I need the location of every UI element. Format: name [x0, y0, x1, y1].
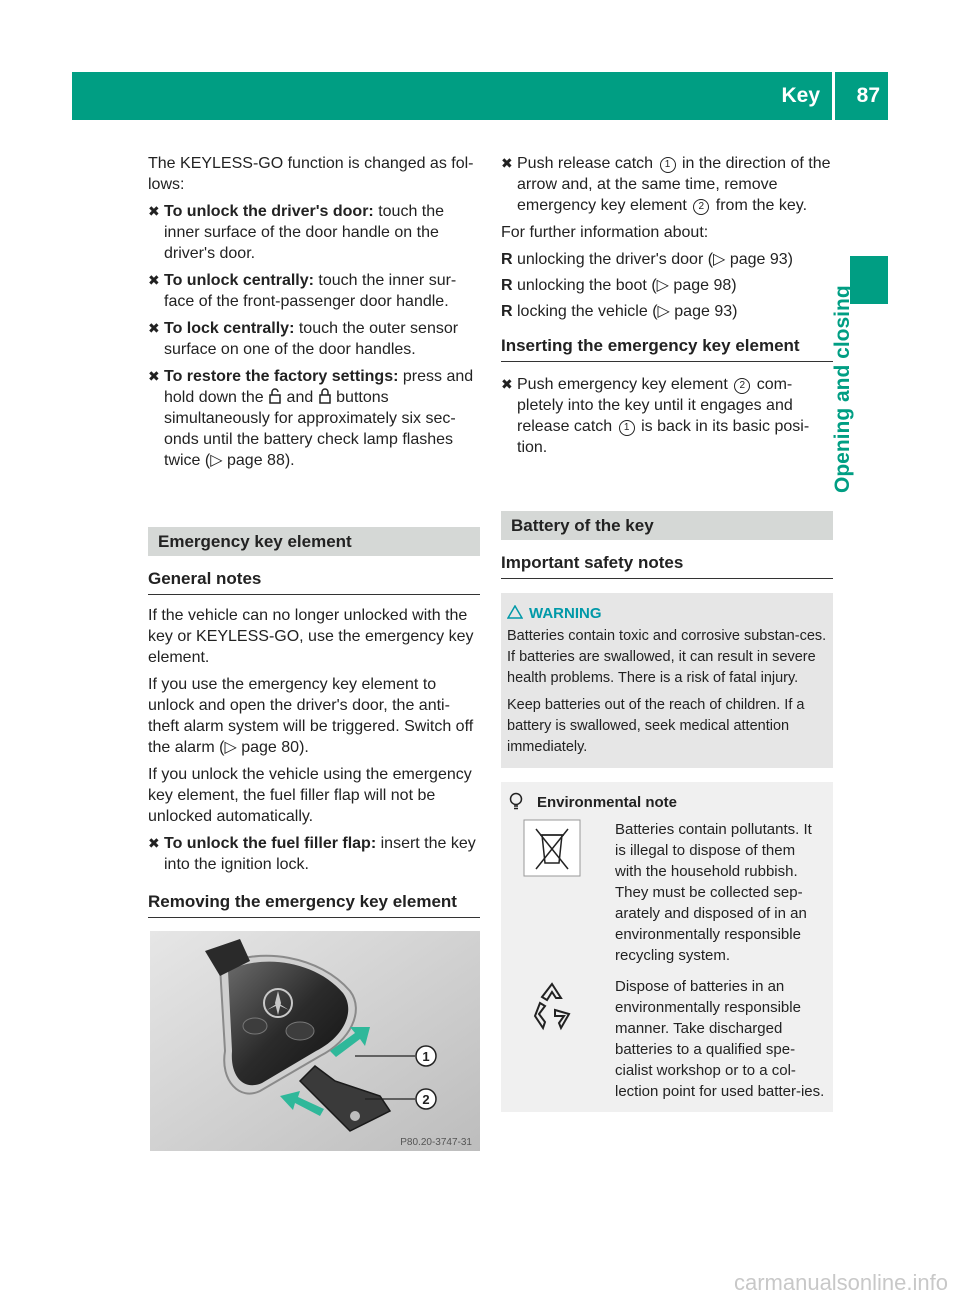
page-number: 87	[856, 84, 880, 107]
env-text-2: Dispose of batteries in an environmentally responsible manner. Take discharged batteries to a qualified spe-cialist workshop or to a col-lection point for used batter-ies.	[615, 978, 825, 1100]
warning-triangle-icon	[507, 605, 523, 619]
subheading-general-notes: General notes	[148, 568, 480, 595]
step-unlock-driver: ✖ To unlock the driver's door: touch the inner surface of the door handle on the driver's door.	[148, 203, 445, 262]
key-diagram	[150, 931, 480, 1151]
callout-2-inline: 2	[734, 378, 750, 394]
step-arrow-icon: ✖	[501, 155, 513, 171]
step-unlock-centrally: ✖ To unlock centrally: touch the inner sur-face of the front-passenger door handle.	[148, 272, 457, 310]
figure-code: P80.20-3747-31	[400, 1137, 472, 1148]
right-column	[501, 153, 833, 464]
left-column	[148, 153, 480, 477]
step-arrow-icon: ✖	[148, 320, 160, 336]
step-push-emergency-key: ✖ Push emergency key element 2 com-pletely into the key until it engages and release catch 1 is back in its basic posi-tion.	[501, 376, 810, 456]
intro-text: The KEYLESS-GO function is changed as fol-lows:	[148, 155, 474, 193]
battery-section	[501, 511, 833, 1112]
crossed-out-bin-icon	[523, 819, 581, 877]
header-separator	[832, 72, 835, 120]
warning-p2: Keep batteries out of the reach of children. If a battery is swallowed, seek medical attention immediately.	[507, 697, 805, 755]
section-heading-emergency: Emergency key element	[148, 527, 480, 556]
warning-p1: Batteries contain toxic and corrosive substan-ces. If batteries are swallowed, it can result in severe health problems. There is a risk of fatal injury.	[507, 628, 827, 686]
step-restore-factory: ✖ To restore the factory settings: press and hold down the and buttons simultaneously for approximately six sec-onds until the battery check lamp flashes twice (▷ page 88).	[148, 368, 474, 469]
env-text-1: Batteries contain pollutants. It is illegal to dispose of them with the household rubbish. They must be collected sep-arately and disposed of in an environmentally responsible recycling system.	[615, 821, 812, 964]
callout-1-inline: 1	[660, 157, 676, 173]
page-ref-arrow-icon: ▷	[224, 739, 237, 756]
warning-title: WARNING	[507, 603, 827, 624]
step-arrow-icon: ✖	[148, 835, 160, 851]
general-notes-p1: If the vehicle can no longer unlocked with the key or KEYLESS-GO, use the emergency key element.	[148, 607, 474, 666]
callout-2: 2	[422, 1092, 430, 1107]
step-arrow-icon: ✖	[148, 272, 160, 288]
environmental-note-box	[501, 782, 833, 1112]
list-item: R unlocking the boot (▷ page 98)	[501, 277, 737, 294]
step-unlock-fuel-flap: ✖ To unlock the fuel filler flap: insert the key into the ignition lock.	[148, 835, 476, 873]
callout-1-inline: 1	[619, 420, 635, 436]
header-bar	[72, 72, 888, 120]
page-ref-arrow-icon: ▷	[657, 303, 670, 320]
header-section-title: Key	[781, 84, 820, 107]
general-notes-p2: If you use the emergency key element to unlock and open the driver's door, the anti-theft alarm system will be triggered. Switch off the alarm (▷ page 80).	[148, 676, 474, 756]
warning-box	[501, 593, 833, 768]
step-lock-centrally: ✖ To lock centrally: touch the outer sensor surface on one of the door handles.	[148, 320, 459, 358]
section-heading-battery: Battery of the key	[501, 511, 833, 540]
subheading-inserting-key: Inserting the emergency key element	[501, 335, 833, 362]
subheading-safety-notes: Important safety notes	[501, 552, 833, 579]
step-arrow-icon: ✖	[148, 368, 160, 384]
general-notes-p3: If you unlock the vehicle using the emergency key element, the fuel filler flap will not be unlocked automatically.	[148, 766, 472, 825]
recycle-icon	[523, 976, 581, 1034]
list-item: R unlocking the driver's door (▷ page 93)	[501, 251, 793, 268]
side-tab-label: Opening and closing	[831, 285, 854, 493]
callout-2-inline: 2	[693, 199, 709, 215]
page-ref-arrow-icon: ▷	[656, 277, 669, 294]
watermark: carmanualsonline.info	[733, 1270, 948, 1295]
further-info-text: For further information about:	[501, 224, 709, 241]
env-row-2	[509, 976, 825, 1102]
env-note-title: Environmental note	[509, 792, 825, 813]
env-row-1	[509, 819, 825, 966]
unlock-button-icon	[268, 388, 282, 404]
key-illustration	[150, 931, 480, 1151]
step-arrow-icon: ✖	[501, 376, 513, 392]
list-item: R locking the vehicle (▷ page 93)	[501, 303, 738, 320]
lock-button-icon	[318, 388, 332, 404]
step-arrow-icon: ✖	[148, 203, 160, 219]
page-ref-arrow-icon: ▷	[210, 452, 223, 469]
subheading-removing-key: Removing the emergency key element	[148, 891, 480, 918]
lightbulb-icon	[509, 792, 523, 810]
emergency-section	[148, 527, 480, 918]
step-push-release-catch: ✖ Push release catch 1 in the direction of the arrow and, at the same time, remove emergency key element 2 from the key.	[501, 155, 831, 214]
page-ref-arrow-icon: ▷	[713, 251, 726, 268]
callout-1: 1	[422, 1049, 430, 1064]
